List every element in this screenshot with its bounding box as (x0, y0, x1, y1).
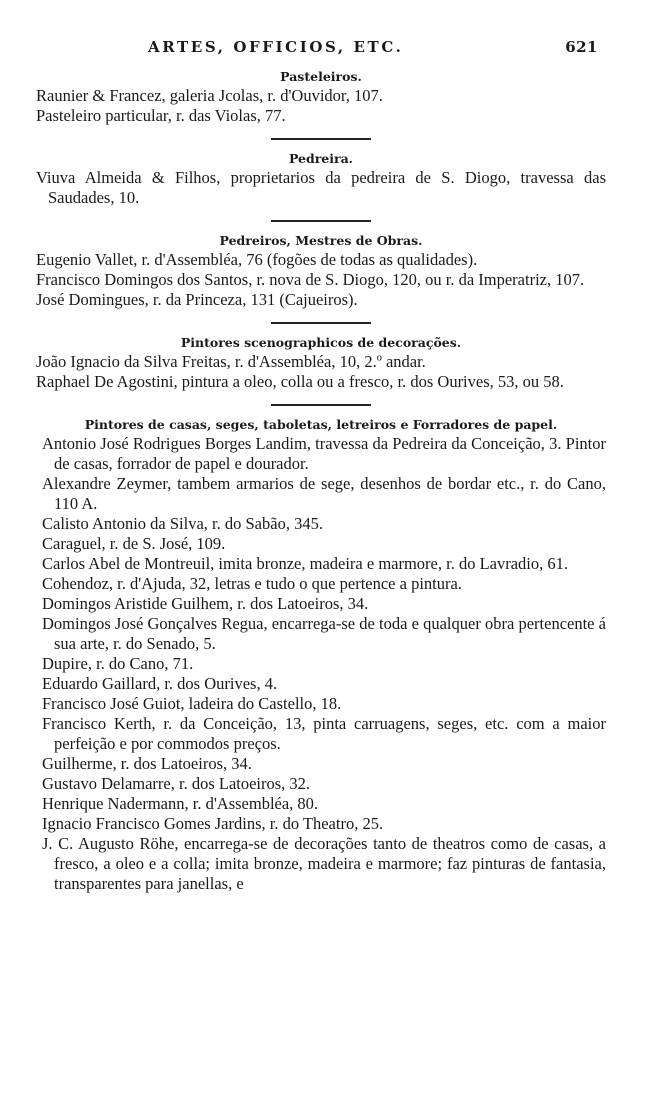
list-item: Pasteleiro particular, r. das Violas, 77. (36, 106, 286, 125)
section-divider (271, 220, 371, 222)
list-item: Henrique Nadermann, r. d'Assembléa, 80. (42, 794, 319, 813)
list-item: Eduardo Gaillard, r. dos Ourives, 4. (42, 674, 278, 693)
section-pasteleiros (36, 68, 606, 126)
list-item: Francisco Kerth, r. da Conceição, 13, pinta carruagens, seges, etc. com a maior perfeição e por commodos preços. (42, 714, 606, 753)
list-item: Cohendoz, r. d'Ajuda, 32, letras e tudo o que pertence a pintura. (42, 574, 462, 593)
list-item: Calisto Antonio da Silva, r. do Sabão, 345. (42, 514, 323, 533)
running-title: ARTES, OFFICIOS, ETC. (148, 38, 404, 56)
list-item: Viuva Almeida & Filhos, proprietarios da pedreira de S. Diogo, travessa das Saudades, 10. (36, 168, 606, 207)
section-pintores-de-casas (36, 416, 606, 894)
page-content (36, 68, 606, 894)
list-item: Raphael De Agostini, pintura a oleo, colla ou a fresco, r. dos Ourives, 53, ou 58. (36, 372, 564, 391)
list-item: João Ignacio da Silva Freitas, r. d'Assembléa, 10, 2.º andar. (36, 352, 426, 371)
list-item: Guilherme, r. dos Latoeiros, 34. (42, 754, 252, 773)
section-pedreiros (36, 232, 606, 310)
section-divider (271, 322, 371, 324)
section-title: Pedreira. (288, 151, 354, 166)
list-item: J. C. Augusto Röhe, encarrega-se de decorações tanto de theatros como de casas, a fresco, a oleo e a colla; imita bronze, madeira e marmore; faz pinturas de fantasia, transparentes para janellas, e (42, 834, 606, 893)
list-item: Raunier & Francez, galeria Jcolas, r. d'Ouvidor, 107. (36, 86, 383, 105)
list-item: Carlos Abel de Montreuil, imita bronze, madeira e marmore, r. do Lavradio, 61. (42, 554, 569, 573)
section-title: Pasteleiros. (280, 69, 362, 84)
list-item: Dupire, r. do Cano, 71. (42, 654, 194, 673)
list-item: Antonio José Rodrigues Borges Landim, travessa da Pedreira da Conceição, 3. Pintor de casas, forrador de papel e dourador. (42, 434, 606, 473)
section-title: Pintores scenographicos de decorações. (180, 335, 462, 350)
list-item: Caraguel, r. de S. José, 109. (42, 534, 226, 553)
page-header (0, 38, 672, 62)
list-item: Ignacio Francisco Gomes Jardins, r. do Theatro, 25. (42, 814, 384, 833)
list-item: Eugenio Vallet, r. d'Assembléa, 76 (fogões de todas as qualidades). (36, 250, 478, 269)
section-pintores-scenographicos (36, 334, 606, 392)
list-item: Domingos Aristide Guilhem, r. dos Latoeiros, 34. (42, 594, 369, 613)
section-divider (271, 138, 371, 140)
section-title: Pintores de casas, seges, taboletas, letreiros e Forradores de papel. (84, 417, 558, 432)
list-item: Domingos José Gonçalves Regua, encarrega-se de toda e qualquer obra pertencente á sua arte, r. do Senado, 5. (42, 614, 606, 653)
list-item: Francisco Domingos dos Santos, r. nova de S. Diogo, 120, ou r. da Imperatriz, 107. (36, 270, 585, 289)
list-item: Gustavo Delamarre, r. dos Latoeiros, 32. (42, 774, 311, 793)
section-title: Pedreiros, Mestres de Obras. (219, 233, 423, 248)
list-item: Francisco José Guiot, ladeira do Castello, 18. (42, 694, 342, 713)
list-item: Alexandre Zeymer, tambem armarios de sege, desenhos de bordar etc., r. do Cano, 110 A. (42, 474, 606, 513)
section-pedreira (36, 150, 606, 208)
list-item: José Domingues, r. da Princeza, 131 (Cajueiros). (36, 290, 358, 309)
page-number: 621 (565, 38, 598, 56)
section-divider (271, 404, 371, 406)
